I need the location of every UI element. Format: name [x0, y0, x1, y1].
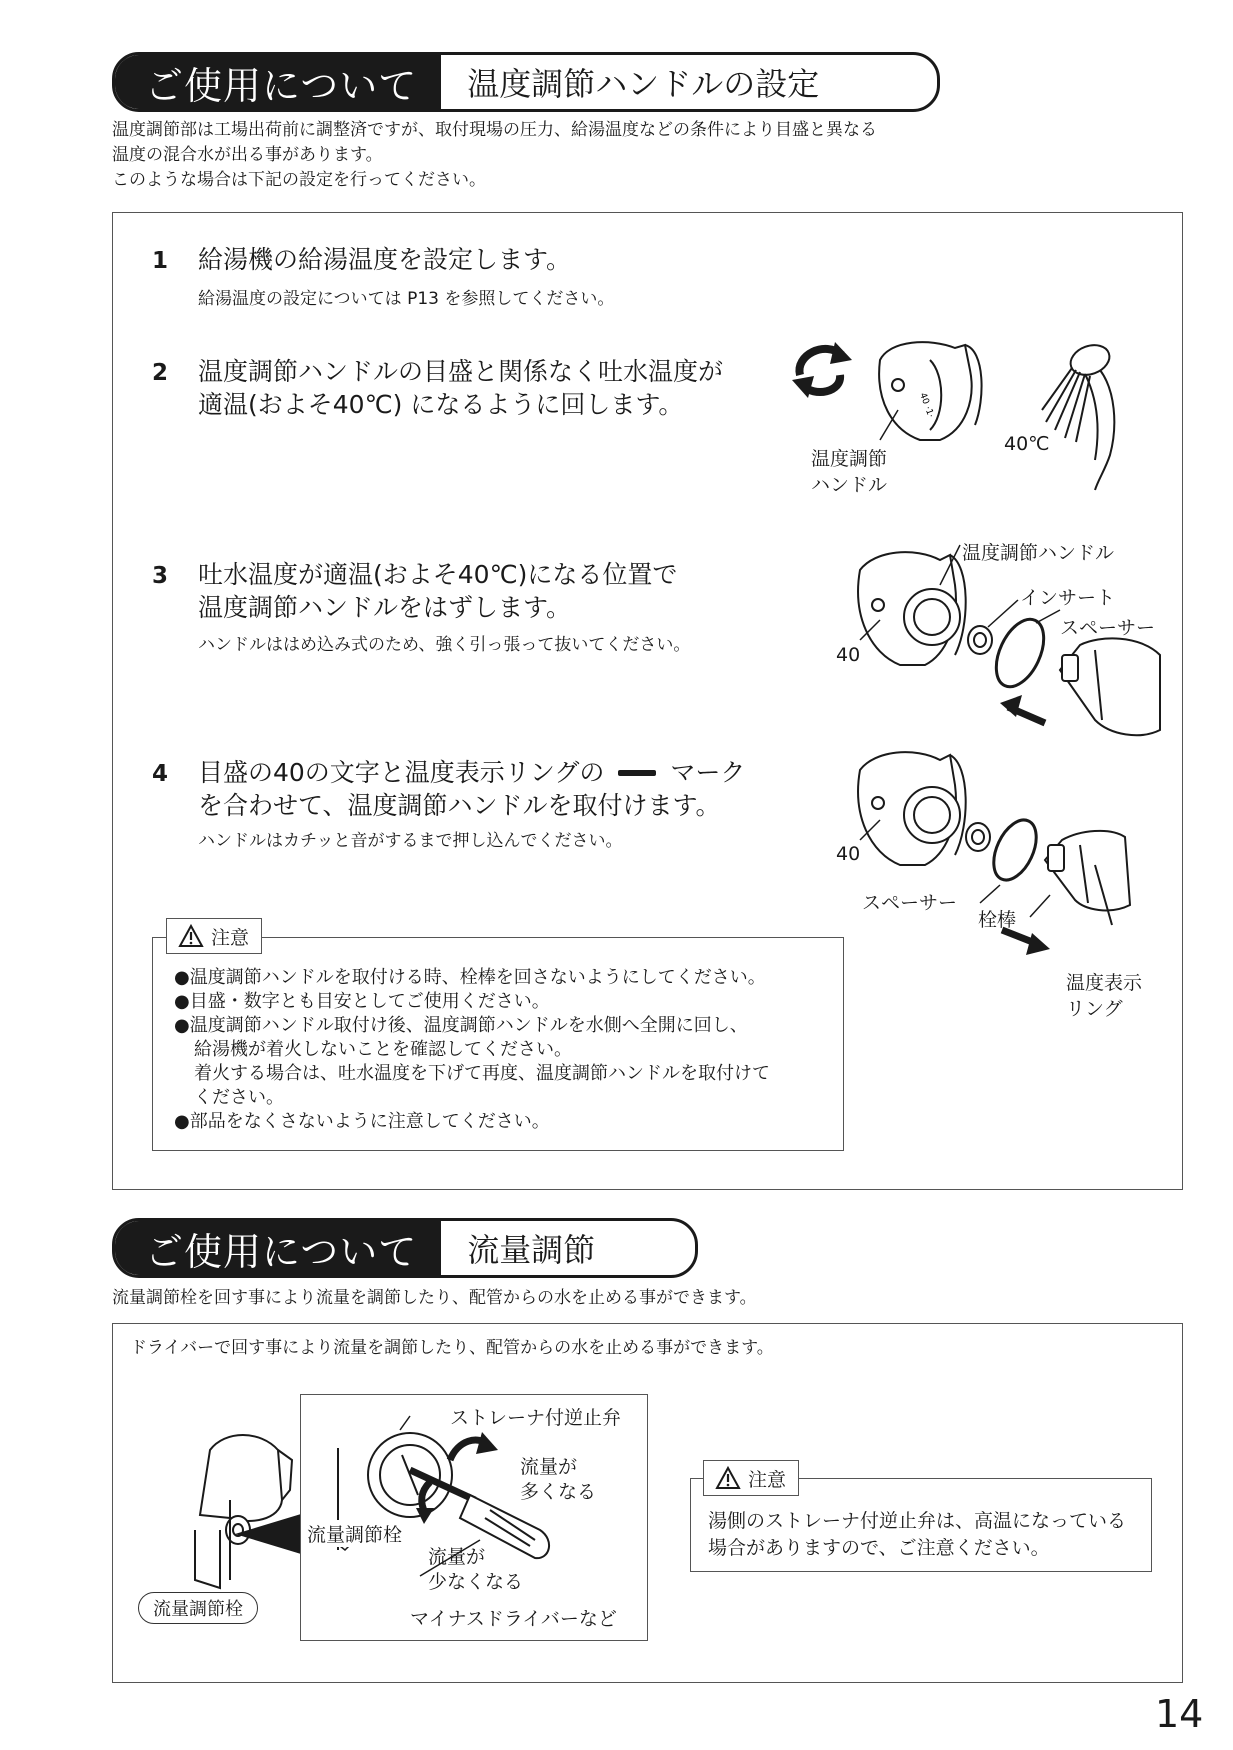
push-arrow-icon — [1000, 695, 1045, 723]
step-1-text: 給湯機の給湯温度を設定します。 — [198, 245, 572, 274]
caution-text: 目盛・数字とも目安としてご使用ください。 — [189, 991, 550, 1012]
caution-text: 場合がありますので、ご注意ください。 — [708, 1537, 1050, 1559]
section1-header-sub: 温度調節ハンドルの設定 — [441, 55, 859, 109]
bullet: ● — [174, 1015, 190, 1036]
figure-3-handle-label: 温度調節ハンドル — [962, 542, 1115, 564]
step-1-number: 1 — [152, 248, 169, 274]
caution-text: 部品をなくさないように注意してください。 — [189, 1111, 550, 1132]
rotate-arrow-icon — [792, 342, 852, 398]
section1-header-main: ご使用について — [115, 55, 441, 109]
caution-text: 給湯機が着火しないことを確認してください。 — [194, 1039, 572, 1060]
insert-part-icon — [966, 823, 990, 851]
intro-line: 温度の混合水が出る事があります。 — [112, 145, 383, 165]
step-3-line: 吐水温度が適温(およそ40℃)になる位置で — [198, 560, 678, 589]
step-4-number: 4 — [152, 761, 169, 787]
screwdriver-detail — [310, 1400, 640, 1630]
step-2-line: 温度調節ハンドルの目盛と関係なく吐水温度が — [198, 357, 724, 386]
figure-2-handle-label — [811, 446, 887, 498]
caution-text: 温度調節ハンドルを取付ける時、栓棒を回さないようにしてください。 — [189, 967, 766, 988]
section2-header — [112, 1218, 698, 1278]
bullet: ● — [174, 1111, 190, 1132]
step-3-line: 温度調節ハンドルをはずします。 — [198, 593, 572, 622]
caution-text: 温度調節ハンドル取付け後、温度調節ハンドルを水側へ全開に回し、 — [189, 1015, 748, 1036]
handle-scale-text: 40 ·1· — [917, 391, 936, 420]
bullet: ● — [174, 967, 190, 988]
intro-line: このような場合は下記の設定を行ってください。 — [112, 170, 486, 190]
insert-part-icon — [968, 626, 992, 654]
caution-tab-1 — [166, 918, 262, 954]
figure-3-insert-label: インサート — [1020, 587, 1116, 609]
step-1-note: 給湯温度の設定については P13 を参照してください。 — [198, 289, 615, 309]
figure-4-40-label: 40 — [836, 843, 861, 865]
faucet-body-icon — [1045, 831, 1130, 925]
figure-3-40-label: 40 — [836, 644, 861, 666]
step-2-text — [198, 355, 723, 421]
caution-text: 湯側のストレーナ付逆止弁は、高温になっている — [708, 1510, 1127, 1532]
caution-title: 注意 — [748, 1468, 787, 1491]
caution-item — [174, 1014, 834, 1038]
zoom-wedge — [235, 1510, 305, 1560]
flow-less-line: 少なくなる — [428, 1571, 524, 1593]
flow-more-line: 流量が — [520, 1456, 578, 1478]
caution-item — [174, 1110, 834, 1134]
step-4-line-1 — [198, 756, 745, 789]
temperature-handle-icon — [879, 342, 981, 440]
step-3-text — [198, 558, 677, 624]
page-number: 14 — [1155, 1692, 1204, 1736]
pull-arrow-icon — [1002, 930, 1050, 955]
caution-list-2 — [708, 1508, 1126, 1562]
flow-more-line: 多くなる — [520, 1481, 597, 1503]
flow-more-label — [520, 1455, 596, 1505]
caution-text: 着火する場合は、吐水温度を下げて再度、温度調節ハンドルを取付けて — [194, 1063, 770, 1084]
fig2-label-line: 温度調節 — [811, 448, 888, 470]
section1-intro — [112, 118, 877, 193]
warning-icon — [179, 925, 203, 947]
step-3-note: ハンドルははめ込み式のため、強く引っ張って抜いてください。 — [198, 635, 691, 655]
driver-label: マイナスドライバーなど — [410, 1608, 617, 1630]
figure-3-spacer-label: スペーサー — [1060, 617, 1156, 639]
caution-list-1 — [174, 966, 834, 1134]
step-2-number: 2 — [152, 360, 169, 386]
section2-header-main: ご使用について — [115, 1221, 441, 1275]
section2-intro: 流量調節栓を回す事により流量を調節したり、配管からの水を止める事ができます。 — [112, 1288, 757, 1308]
figure-step-3 — [840, 545, 1170, 755]
step-3-number: 3 — [152, 563, 169, 589]
step-2-line: 適温(およそ40℃) になるように回します。 — [198, 390, 684, 419]
spacer-ring-icon — [985, 813, 1045, 886]
intro-line: 温度調節部は工場出荷前に調整済ですが、取付現場の圧力、給湯温度などの条件により目盛と異なる — [112, 120, 877, 140]
caution-title: 注意 — [211, 926, 250, 949]
caution-item — [174, 966, 834, 990]
figure-4-ring-label — [1066, 970, 1142, 1022]
flow-less-line: 流量が — [428, 1546, 486, 1568]
strainer-label: ストレーナ付逆止弁 — [450, 1407, 622, 1429]
step-4-line-2: を合わせて、温度調節ハンドルを取付けます。 — [198, 791, 721, 820]
caution-text: ください。 — [194, 1087, 284, 1108]
valve-pill-label: 流量調節栓 — [138, 1592, 258, 1624]
handle-part-icon — [858, 552, 966, 665]
warning-icon — [716, 1467, 740, 1489]
figure-4-spacer-label: スペーサー — [862, 892, 958, 914]
rotate-up-arrow-icon — [450, 1432, 498, 1460]
fig4-ring-line: リング — [1066, 998, 1123, 1020]
ring-mark-icon — [618, 770, 656, 776]
section1-header — [112, 52, 940, 112]
faucet-body-icon — [1060, 638, 1160, 735]
figure-step-4 — [840, 745, 1170, 975]
figure-2-temp: 40℃ — [1004, 433, 1050, 455]
valve-inner-label: 流量調節栓 — [307, 1520, 402, 1547]
section2-header-sub: 流量調節 — [441, 1221, 635, 1275]
step-4-line-1b: マーク — [670, 758, 746, 787]
bullet: ● — [174, 991, 190, 1012]
flow-less-label — [428, 1545, 523, 1595]
spacer-ring-icon — [987, 612, 1054, 694]
caution-tab-2 — [703, 1460, 799, 1496]
figure-4-stem-label: 栓棒 — [978, 909, 1017, 931]
caution-item — [174, 990, 834, 1014]
shower-icon — [1042, 340, 1114, 490]
step-4-note: ハンドルはカチッと音がするまで押し込んでください。 — [198, 831, 623, 851]
step-4-line-1a: 目盛の40の文字と温度表示リングの — [198, 758, 605, 787]
section2-box-text: ドライバーで回す事により流量を調節したり、配管からの水を止める事ができます。 — [130, 1338, 774, 1358]
step-4-text — [198, 756, 745, 822]
fig4-ring-line: 温度表示 — [1066, 972, 1143, 994]
fig2-label-line: ハンドル — [811, 474, 888, 496]
handle-part-icon — [858, 752, 966, 865]
